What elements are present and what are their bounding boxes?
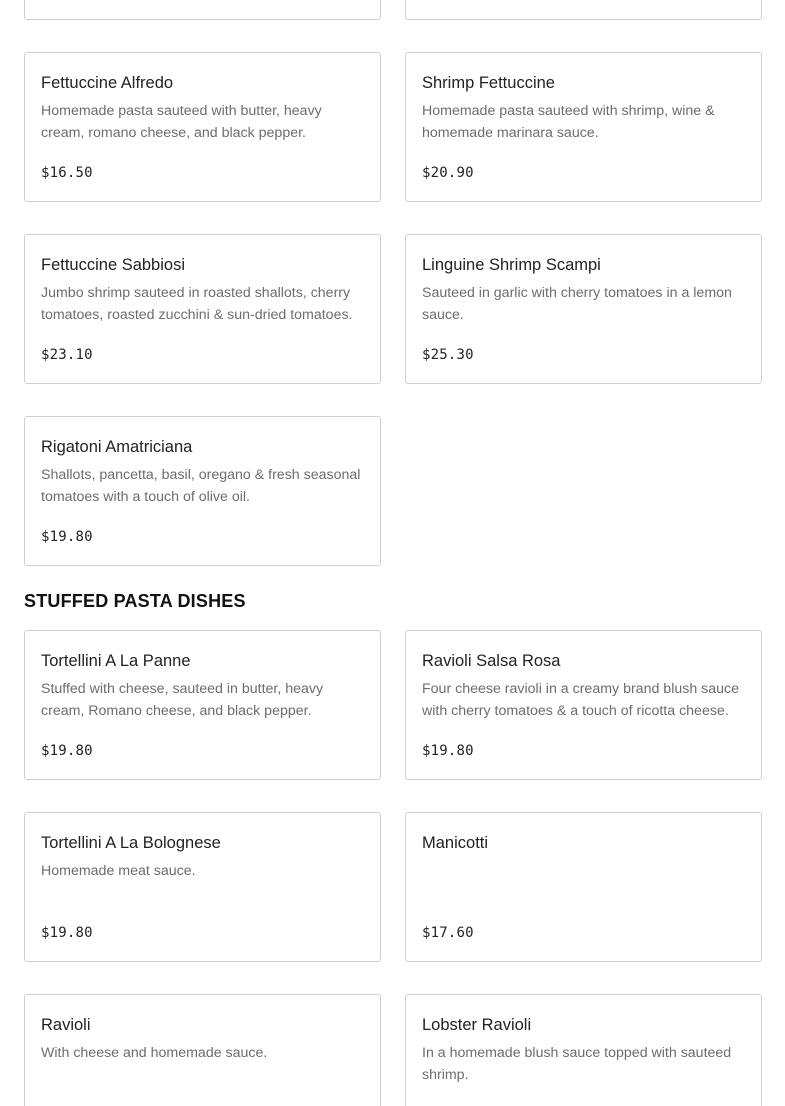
- item-name: Lobster Ravioli: [422, 1016, 532, 1034]
- item-price: $23.10: [41, 347, 93, 363]
- item-description: Stuffed with cheese, sauteed in butter, heavy cream, Romano cheese, and black pepper.: [41, 681, 324, 719]
- item-price: $19.80: [41, 743, 93, 759]
- item-price: $25.30: [422, 347, 474, 363]
- item-price: $17.60: [422, 925, 474, 941]
- menu-item-card[interactable]: [405, 812, 762, 962]
- item-description: Homemade meat sauce.: [41, 863, 196, 879]
- item-description: Homemade pasta sauteed with shrimp, wine & homemade marinara sauce.: [422, 103, 715, 141]
- item-name: Fettuccine Sabbiosi: [41, 256, 185, 274]
- menu-item-card[interactable]: [24, 812, 381, 962]
- menu-item-card[interactable]: [405, 994, 762, 1106]
- item-name: Ravioli: [41, 1016, 91, 1034]
- item-name: Tortellini A La Panne: [41, 652, 191, 670]
- item-description: Shallots, pancetta, basil, oregano & fresh seasonal tomatoes with a touch of olive oil.: [41, 467, 361, 505]
- item-name: Manicotti: [422, 834, 489, 852]
- section-title-stuffed-pasta: STUFFED PASTA DISHES: [24, 591, 246, 611]
- menu-item-card[interactable]: [24, 416, 381, 566]
- menu-item-card[interactable]: [405, 234, 762, 384]
- menu-item-card[interactable]: [405, 0, 762, 20]
- item-description: With cheese and homemade sauce.: [41, 1045, 268, 1061]
- item-description: Homemade pasta sauteed with butter, heavy cream, romano cheese, and black pepper.: [41, 103, 322, 141]
- item-name: Tortellini A La Bolognese: [41, 834, 221, 852]
- item-description: Four cheese ravioli in a creamy brand blush sauce with cherry tomatoes & a touch of ricotta cheese.: [422, 681, 740, 719]
- item-price: $16.50: [41, 165, 93, 181]
- menu-item-card[interactable]: [24, 994, 381, 1106]
- menu-item-card[interactable]: [24, 52, 381, 202]
- menu-item-card[interactable]: [24, 234, 381, 384]
- menu-item-card[interactable]: [24, 0, 381, 20]
- item-description: [422, 860, 745, 904]
- menu-item-card[interactable]: [405, 630, 762, 780]
- item-description: Jumbo shrimp sauteed in roasted shallots, cherry tomatoes, roasted zucchini & sun-dried tomatoes.: [41, 285, 353, 323]
- menu-item-card[interactable]: [24, 630, 381, 780]
- item-name: Ravioli Salsa Rosa: [422, 652, 561, 670]
- item-description: Sauteed in garlic with cherry tomatoes in a lemon sauce.: [422, 285, 732, 323]
- item-description: In a homemade blush sauce topped with sauteed shrimp.: [422, 1045, 732, 1083]
- item-name: Fettuccine Alfredo: [41, 74, 174, 92]
- item-name: Rigatoni Amatriciana: [41, 438, 193, 456]
- item-price: $19.80: [41, 925, 93, 941]
- menu-item-card[interactable]: [405, 52, 762, 202]
- item-name: Linguine Shrimp Scampi: [422, 256, 601, 274]
- item-price: $20.90: [422, 165, 474, 181]
- item-price: $19.80: [41, 529, 93, 545]
- item-price: $19.80: [422, 743, 474, 759]
- item-name: Shrimp Fettuccine: [422, 74, 555, 92]
